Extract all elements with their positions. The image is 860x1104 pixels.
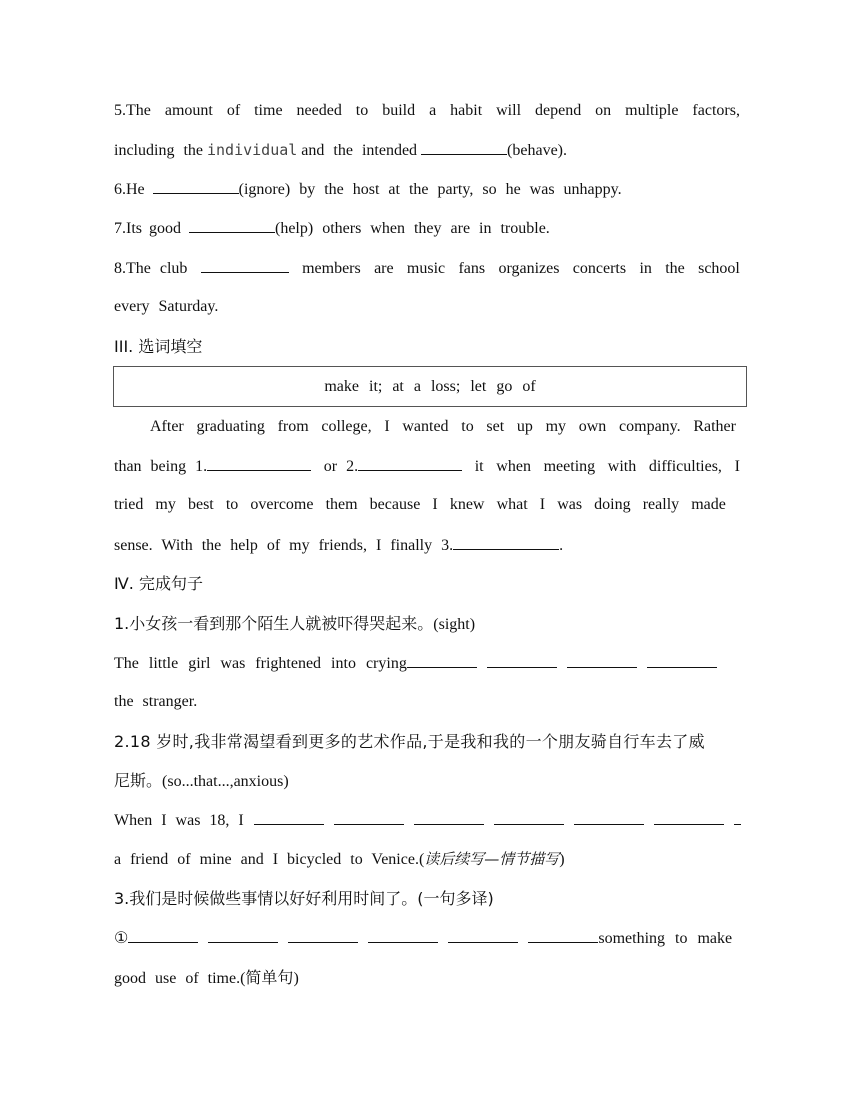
q5-word: amount: [164, 102, 213, 119]
q5-answer-blank[interactable]: [421, 139, 507, 155]
q8-word: music: [406, 260, 446, 277]
passage-blank-3[interactable]: [453, 534, 559, 550]
s1-prompt: [114, 613, 475, 635]
passage-blank-1[interactable]: [207, 455, 311, 471]
passage-word: college,: [321, 418, 372, 435]
section-3-heading: [114, 336, 202, 358]
s3-text-line2: good use of time.(: [114, 970, 246, 987]
s3-answer-blank[interactable]: [448, 927, 518, 943]
s3-text-b: something to make: [598, 930, 733, 947]
passage-word: was: [557, 496, 583, 513]
passage-line-1: [150, 416, 736, 438]
s2-note: 读后续写—情节描写: [424, 850, 560, 868]
passage-than-being: than being 1.: [114, 458, 208, 475]
s2-prompt-2: [114, 770, 289, 792]
passage-word: set: [486, 418, 505, 435]
passage-word: graduating: [196, 418, 265, 435]
s2-answer-blank[interactable]: [334, 809, 404, 825]
passage-line-4: [114, 534, 563, 556]
s2-answer-blank[interactable]: [574, 809, 644, 825]
q8-word: organizes: [498, 260, 560, 277]
passage-text-a: [114, 455, 311, 478]
s2-answer-blank-continued[interactable]: [734, 809, 741, 825]
q6-text-a: 6.He: [114, 181, 145, 198]
q7-line: [114, 217, 550, 239]
q8-word: the: [665, 260, 685, 277]
s2-prompt-cn2: 尼斯。: [114, 771, 163, 790]
s3-answer-blank[interactable]: [208, 927, 278, 943]
q5-text-a: including the: [114, 142, 203, 159]
q7-text-b: (help) others when they are in trouble.: [275, 220, 550, 237]
q5-word: on: [595, 102, 612, 119]
s3-answer-blank[interactable]: [528, 927, 598, 943]
s2-close-paren: ): [559, 851, 565, 868]
passage-line-3: [114, 494, 726, 516]
section-3-title: III. 选词填空: [114, 337, 203, 356]
passage-word: to: [225, 496, 239, 513]
s2-prompt-cn: 2.18 岁时,我非常渴望看到更多的艺术作品,于是我和我的一个朋友骑自行车去了威: [114, 732, 705, 751]
s2-answer-blank[interactable]: [654, 809, 724, 825]
s2-line-2: [114, 848, 565, 870]
q5-word: of: [226, 102, 241, 119]
q8-word: members: [302, 260, 361, 277]
q5-word: will: [496, 102, 522, 119]
passage-word: difficulties,: [648, 458, 722, 475]
s2-answer-blank[interactable]: [414, 809, 484, 825]
q5-word: to: [355, 102, 369, 119]
word-bank-box: [113, 366, 747, 407]
s2-answer-blank[interactable]: [254, 809, 324, 825]
q8-word: concerts: [572, 260, 627, 277]
passage-word: from: [277, 418, 309, 435]
q8-answer-blank[interactable]: [201, 257, 289, 273]
passage-word: made: [691, 496, 726, 513]
s2-prompt-hint: (so...that...,anxious): [162, 773, 289, 790]
passage-word: when: [496, 458, 531, 475]
s2-text-line2: a friend of mine and I bicycled to Venice.(: [114, 851, 425, 868]
passage-word: my: [155, 496, 176, 513]
passage-word: up: [516, 418, 533, 435]
s2-answer-blank[interactable]: [494, 809, 564, 825]
q5-word: multiple: [625, 102, 679, 119]
passage-word: Rather: [693, 418, 736, 435]
s2-line-1: [114, 809, 748, 831]
q8-line-1: [114, 257, 740, 279]
s1-answer-blank[interactable]: [567, 652, 637, 668]
passage-word: it: [474, 458, 484, 475]
passage-word: because: [369, 496, 421, 513]
passage-blank-2[interactable]: [358, 455, 462, 471]
s2-prompt-1: [114, 731, 705, 753]
q8-word: school: [698, 260, 740, 277]
s3-marker: ①: [114, 930, 129, 947]
passage-word: my: [545, 418, 567, 435]
s1-text-line2: the stranger.: [114, 693, 198, 710]
q5-individual-word: individual: [206, 141, 298, 159]
passage-end-period: .: [559, 537, 564, 554]
q5-line-1: [114, 100, 740, 122]
q8-word: in: [639, 260, 652, 277]
s1-line-1: [114, 652, 740, 674]
passage-word: meeting: [543, 458, 596, 475]
s1-prompt-cn: 1.小女孩一看到那个陌生人就被吓得哭起来。: [114, 614, 434, 633]
s3-answer-blank[interactable]: [288, 927, 358, 943]
passage-word: overcome: [250, 496, 314, 513]
section-4-heading: [114, 573, 203, 595]
q5-word: build: [382, 102, 416, 119]
s3-prompt-cn: 3.我们是时候做些事情以好好利用时间了。: [114, 889, 418, 908]
passage-text-b: [324, 455, 462, 478]
passage-or-2: or 2.: [323, 458, 359, 475]
passage-word: what: [496, 496, 528, 513]
s3-close-paren: ): [293, 970, 299, 987]
s1-line-2: [114, 691, 197, 713]
passage-text-line4: sense. With the help of my friends, I finally 3.: [114, 537, 454, 554]
q8-word: fans: [458, 260, 486, 277]
passage-word: really: [642, 496, 680, 513]
s3-prompt: [114, 888, 494, 910]
q5-word: habit: [450, 102, 483, 119]
q5-line-2: [114, 139, 567, 161]
s2-text-a: When I was 18, I: [114, 812, 244, 829]
passage-word: knew: [449, 496, 485, 513]
s1-answer-blank[interactable]: [487, 652, 557, 668]
passage-word: wanted: [402, 418, 449, 435]
s1-answer-blank[interactable]: [647, 652, 717, 668]
passage-word: to: [461, 418, 474, 435]
q5-word: needed: [296, 102, 342, 119]
s3-line-1: [114, 927, 742, 949]
passage-word: with: [607, 458, 637, 475]
s1-prompt-hint: (sight): [433, 616, 476, 633]
q6-answer-blank[interactable]: [153, 178, 239, 194]
q8-line-2: [114, 296, 218, 318]
q5-word: 5.The: [114, 102, 151, 119]
s3-answer-blank[interactable]: [368, 927, 438, 943]
passage-word: company.: [619, 418, 681, 435]
passage-word: doing: [594, 496, 631, 513]
passage-word: I: [384, 418, 390, 435]
q7-text-a: 7.Its good: [114, 220, 181, 237]
passage-word: tried: [114, 496, 144, 513]
word-bank-text: make it; at a loss; let go of: [324, 378, 536, 395]
passage-word: After: [150, 418, 184, 435]
q5-text-c: (behave).: [507, 142, 568, 159]
q5-word: factors,: [692, 102, 740, 119]
q6-text-b: (ignore) by the host at the party, so he was unhappy.: [238, 181, 622, 198]
section-4-title: Ⅳ. 完成句子: [114, 574, 203, 593]
s3-simple-sentence: 简单句: [245, 968, 294, 987]
q5-text-b: and the intended: [301, 142, 418, 159]
s3-prompt-note: (一句多译): [417, 889, 494, 908]
q5-word: a: [429, 102, 437, 119]
s1-answer-blank[interactable]: [407, 652, 477, 668]
q6-line: [114, 178, 622, 200]
passage-word: own: [578, 418, 607, 435]
passage-word: best: [187, 496, 214, 513]
passage-word: them: [325, 496, 358, 513]
q5-word: depend: [534, 102, 582, 119]
q5-word: time: [254, 102, 283, 119]
passage-word: I: [734, 458, 740, 475]
passage-word: I: [539, 496, 546, 513]
q8-text-line2: every Saturday.: [114, 298, 219, 315]
passage-line-2: [114, 455, 740, 477]
s1-text-a: The little girl was frightened into crying: [114, 655, 407, 672]
q7-answer-blank[interactable]: [189, 217, 275, 233]
q8-text-a: 8.The club: [114, 260, 188, 277]
s3-line-2: [114, 967, 299, 989]
s3-answer-blank[interactable]: [128, 927, 198, 943]
q8-word: are: [374, 260, 394, 277]
passage-word: I: [432, 496, 438, 513]
